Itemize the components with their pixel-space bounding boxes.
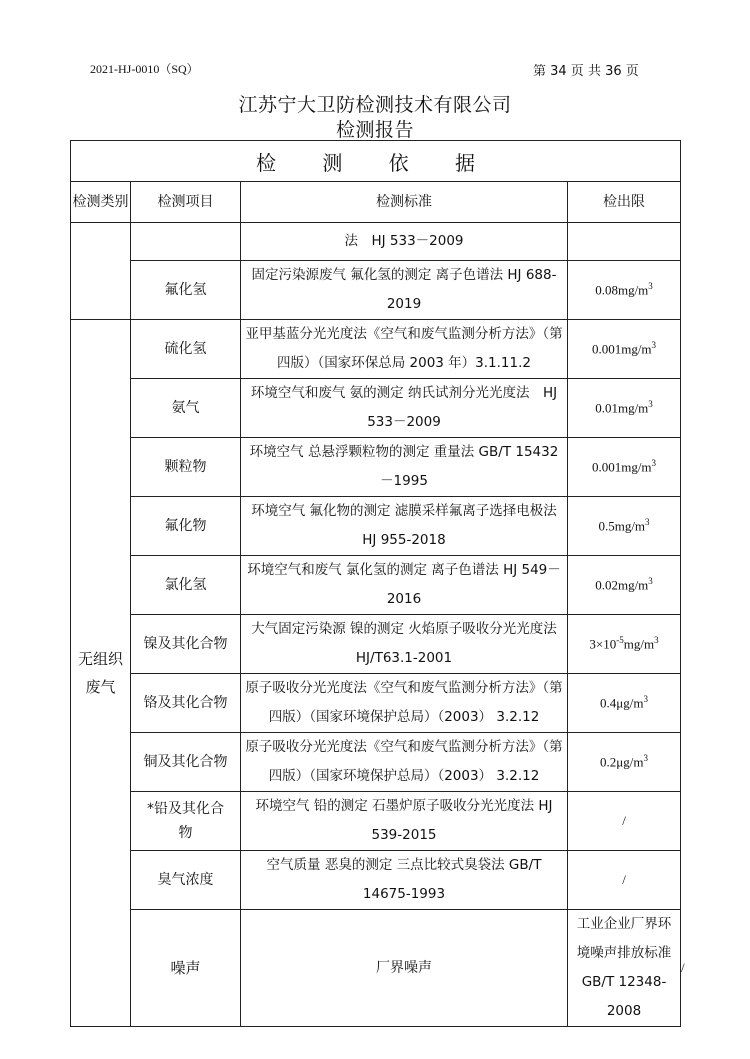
header-standard: 检测标准 xyxy=(241,182,568,223)
limit-cell: $0.4\mu g/m^3$ xyxy=(568,674,681,733)
company-name: 江苏宁大卫防检测技术有限公司 xyxy=(238,94,512,116)
limit-cell: $0.2\mu g/m^3$ xyxy=(568,733,681,792)
standard-cell: 环境空气和废气 氯化氢的测定 离子色谱法 HJ 549－2016 xyxy=(241,556,568,615)
item-cell: 硫化氢 xyxy=(131,320,241,379)
limit-cell: $0.5mg/m^3$ xyxy=(568,497,681,556)
standard-cell: 工业企业厂界环境噪声排放标准 GB/T 12348-2008 xyxy=(568,910,681,1027)
limit-cell: $0.001mg/m^3$ xyxy=(568,320,681,379)
page-number: 第 34 页 共 36 页 xyxy=(533,64,639,79)
item-cell: 臭气浓度 xyxy=(131,851,241,910)
table-row xyxy=(71,379,681,438)
item-cell: 铜及其化合物 xyxy=(131,733,241,792)
report-number: 2021-HJ-0010（SQ） xyxy=(90,62,199,76)
standard-cell: 固定污染源废气 氟化氢的测定 离子色谱法 HJ 688-2019 xyxy=(241,261,568,320)
table-row xyxy=(71,261,681,320)
limit-cell: / xyxy=(568,851,681,910)
table-row xyxy=(71,223,681,261)
item-cell: 镍及其化合物 xyxy=(131,615,241,674)
item-cell: 颗粒物 xyxy=(131,438,241,497)
section-title: 检 测 依 据 xyxy=(71,141,681,182)
item-cell: 氟化氢 xyxy=(131,261,241,320)
limit-cell: $0.01mg/m^3$ xyxy=(568,379,681,438)
standard-cell: 法 HJ 533－2009 xyxy=(241,223,568,261)
table-row xyxy=(71,615,681,674)
standard-cell: 原子吸收分光光度法《空气和废气监测分析方法》（第四版）（国家环境保护总局）（2003） 3.2.12 xyxy=(241,674,568,733)
standard-cell: 环境空气 总悬浮颗粒物的测定 重量法 GB/T 15432－1995 xyxy=(241,438,568,497)
table-row xyxy=(71,792,681,851)
limit-cell: $0.08mg/m^3$ xyxy=(568,261,681,320)
table-row xyxy=(71,438,681,497)
category-cell-fugitive-gas: 无组织废气 xyxy=(71,320,131,1027)
standard-cell: 环境空气 铅的测定 石墨炉原子吸收分光光度法 HJ 539-2015 xyxy=(241,792,568,851)
basis-table xyxy=(70,140,685,1027)
limit-cell: $0.001mg/m^3$ xyxy=(568,438,681,497)
table-row xyxy=(71,851,681,910)
category-cell-empty xyxy=(71,223,131,320)
item-cell xyxy=(131,223,241,261)
item-cell: 氟化物 xyxy=(131,497,241,556)
table-row: 噪声 厂界噪声 工业企业厂界环境噪声排放标准 GB/T 12348-2008 / xyxy=(71,910,681,1027)
standard-cell: 环境空气 氟化物的测定 滤膜采样氟离子选择电极法 HJ 955-2018 xyxy=(241,497,568,556)
item-cell: 铬及其化合物 xyxy=(131,674,241,733)
item-cell: 氯化氢 xyxy=(131,556,241,615)
standard-cell: 大气固定污染源 镍的测定 火焰原子吸收分光光度法 HJ/T63.1-2001 xyxy=(241,615,568,674)
standard-cell: 环境空气和废气 氨的测定 纳氏试剂分光光度法 HJ 533－2009 xyxy=(241,379,568,438)
category-cell-noise: 噪声 xyxy=(131,910,241,1027)
limit-cell: / xyxy=(568,792,681,851)
item-cell: 氨气 xyxy=(131,379,241,438)
limit-cell: $3\times 10^{-5}mg/m^3$ xyxy=(568,615,681,674)
item-cell: *铅及其化合物 xyxy=(131,792,241,851)
table-row xyxy=(71,674,681,733)
standard-cell: 原子吸收分光光度法《空气和废气监测分析方法》（第四版）（国家环境保护总局）（2003） 3.2.12 xyxy=(241,733,568,792)
header-category: 检测类别 xyxy=(71,182,131,223)
header-limit: 检出限 xyxy=(568,182,681,223)
item-cell: 厂界噪声 xyxy=(241,910,568,1027)
table-row xyxy=(71,320,681,379)
header-item: 检测项目 xyxy=(131,182,241,223)
table-row xyxy=(71,556,681,615)
table-row xyxy=(71,497,681,556)
limit-cell: $0.02mg/m^3$ xyxy=(568,556,681,615)
report-title: 检测报告 xyxy=(335,119,414,141)
table-row xyxy=(71,733,681,792)
standard-cell: 空气质量 恶臭的测定 三点比较式臭袋法 GB/T 14675-1993 xyxy=(241,851,568,910)
limit-cell xyxy=(568,223,681,261)
standard-cell: 亚甲基蓝分光光度法《空气和废气监测分析方法》（第四版）（国家环保总局 2003 年）3.1.11.2 xyxy=(241,320,568,379)
